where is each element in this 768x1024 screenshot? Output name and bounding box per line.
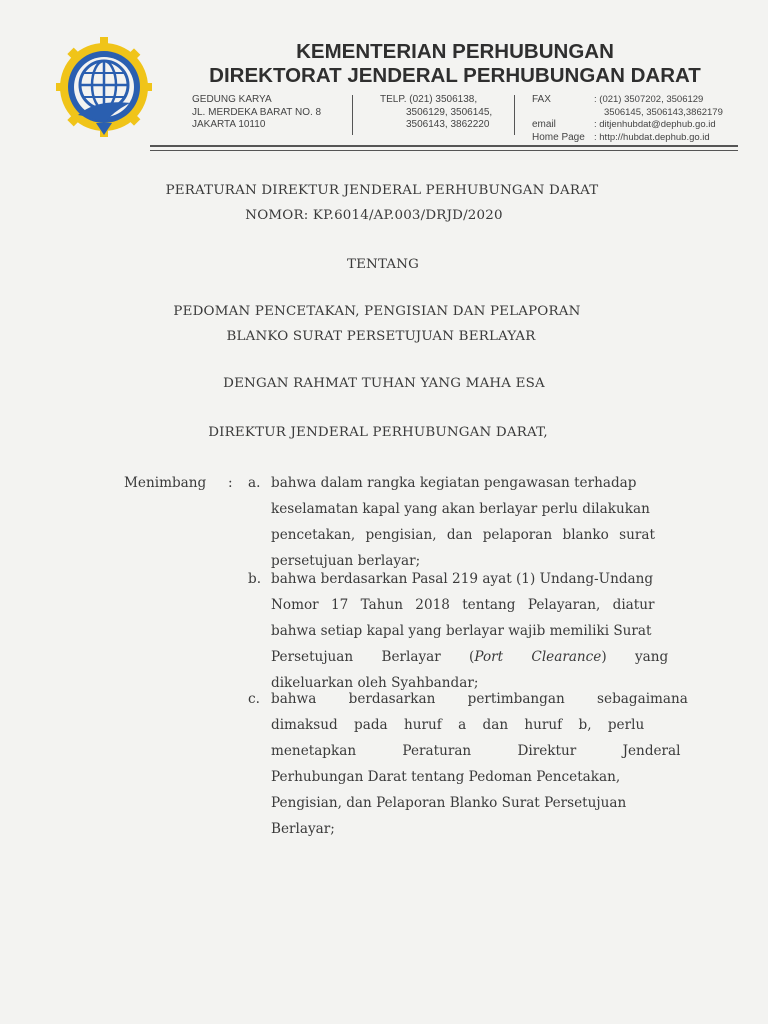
text-line: bahwa berdasarkan Pasal 219 ayat (1) Undang-Undang — [271, 571, 654, 587]
text-line: bahwa berdasarkan pertimbangan sebagaimana — [271, 691, 688, 707]
text-line: dimaksud pada huruf a dan huruf b, perlu — [271, 717, 645, 733]
item-marker-a: a. — [248, 475, 261, 491]
text-line: Nomor 17 Tahun 2018 tentang Pelayaran, diatur — [271, 597, 655, 613]
text-line: menetapkan Peraturan Direktur Jenderal — [271, 743, 681, 759]
grace-line: DENGAN RAHMAT TUHAN YANG MAHA ESA — [223, 376, 545, 391]
about-heading: TENTANG — [346, 257, 420, 272]
subject-line-2: BLANKO SURAT PERSETUJUAN BERLAYAR — [226, 329, 536, 344]
considering-item-c — [271, 686, 688, 842]
telp-line: 3506143, 3862220 — [406, 119, 490, 130]
fax-label: FAX — [532, 94, 551, 105]
divider — [352, 95, 353, 135]
text-line: Pengisian, dan Pelaporan Blanko Surat Persetujuan — [271, 795, 627, 811]
text-line: bahwa setiap kapal yang berlayar wajib memiliki Surat — [271, 623, 652, 639]
regulation-number: NOMOR: KP.6014/AP.003/DRJD/2020 — [245, 208, 503, 223]
address-line: JAKARTA 10110 — [192, 119, 266, 130]
text-line: Perhubungan Darat tentang Pedoman Pencetakan, — [271, 769, 621, 785]
letterhead-rule-thick — [150, 145, 738, 147]
office-address — [192, 94, 321, 132]
address-line: GEDUNG KARYA — [192, 94, 272, 105]
text-line: dikeluarkan oleh Syahbandar; — [271, 675, 479, 691]
text-line: persetujuan berlayar; — [271, 553, 421, 569]
address-line: JL. MERDEKA BARAT NO. 8 — [192, 106, 322, 118]
considering-item-b — [271, 566, 669, 696]
considering-colon: : — [228, 475, 233, 491]
regulation-title: PERATURAN DIREKTUR JENDERAL PERHUBUNGAN DARAT — [165, 183, 599, 198]
text-line: Persetujuan Berlayar (Port Clearance) yang — [271, 649, 669, 665]
ministry-name — [200, 40, 710, 88]
text-line: pencetakan, pengisian, dan pelaporan blanko surat — [271, 527, 655, 543]
divider — [514, 95, 515, 135]
ministry-of-transportation-emblem-icon — [56, 37, 152, 139]
homepage-value: : http://hubdat.dephub.go.id — [594, 131, 710, 143]
text-line: Berlayar; — [271, 821, 335, 837]
telp-line: 3506129, 3506145, — [406, 106, 493, 118]
text-line: bahwa dalam rangka kegiatan pengawasan terhadap — [271, 475, 637, 491]
considering-item-a — [271, 470, 662, 574]
homepage-label: Home Page — [532, 131, 585, 143]
item-marker-b: b. — [248, 571, 262, 587]
considering-label: Menimbang — [124, 475, 207, 491]
text-line: keselamatan kapal yang akan berlayar perlu dilakukan — [271, 501, 650, 517]
telephone-block — [380, 94, 492, 132]
directorate-line: DIREKTORAT JENDERAL PERHUBUNGAN DARAT — [209, 64, 701, 87]
email-label: email — [532, 119, 556, 130]
contact-values — [594, 94, 723, 144]
subject-line-1: PEDOMAN PENCETAKAN, PENGISIAN DAN PELAPORAN — [173, 304, 581, 319]
fax-value-continued: 3506145, 3506143,3862179 — [604, 106, 723, 118]
telp-line: TELP. (021) 3506138, — [380, 94, 478, 105]
contact-labels — [532, 94, 585, 144]
letterhead-rule-thin — [150, 150, 738, 151]
email-value: : ditjenhubdat@dephub.go.id — [594, 119, 716, 130]
fax-value: : (021) 3507202, 3506129 — [594, 94, 704, 105]
official-title: DIREKTUR JENDERAL PERHUBUNGAN DARAT, — [208, 425, 548, 440]
ministry-line-1: KEMENTERIAN PERHUBUNGAN — [296, 40, 614, 63]
blank-label — [532, 107, 585, 120]
item-marker-c: c. — [248, 691, 260, 707]
